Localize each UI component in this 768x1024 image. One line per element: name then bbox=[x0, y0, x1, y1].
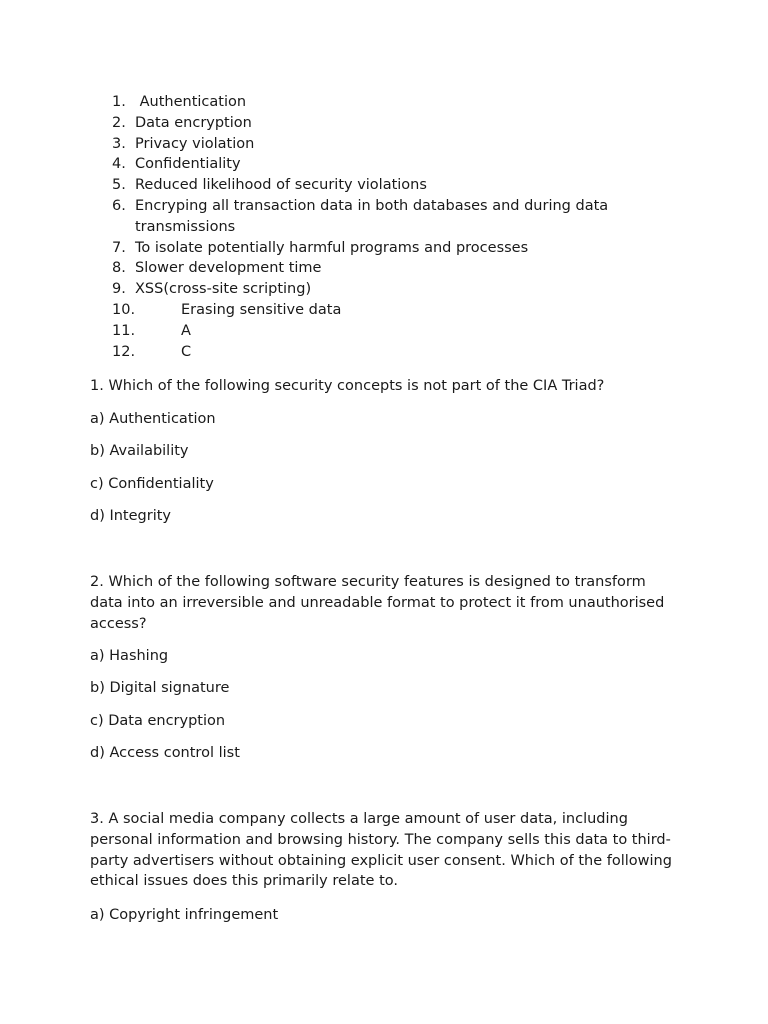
list-item-text: Erasing sensitive data bbox=[181, 301, 342, 318]
list-item-number: 6. bbox=[112, 197, 126, 214]
list-item-number: 9. bbox=[112, 281, 126, 298]
list-item-number: 5. bbox=[112, 177, 126, 194]
list-item bbox=[112, 175, 672, 196]
list-item-text: Authentication bbox=[135, 94, 247, 110]
answer-key-list bbox=[112, 92, 672, 362]
answer-option: a) Authentication bbox=[90, 411, 216, 427]
list-item bbox=[112, 134, 672, 155]
list-item-text: Confidentiality bbox=[135, 156, 241, 173]
list-item-text: Reduced likelihood of security violations bbox=[135, 177, 427, 194]
list-item-number: 7. bbox=[112, 239, 126, 256]
list-item-text: Encryping all transaction data in both databases and during data transmissions bbox=[135, 197, 609, 235]
question-1 bbox=[90, 376, 680, 524]
list-item bbox=[112, 279, 672, 300]
list-item bbox=[112, 342, 672, 363]
list-item bbox=[112, 196, 672, 238]
answer-option: d) Integrity bbox=[90, 508, 172, 524]
list-item-number: 2. bbox=[112, 114, 126, 131]
question-text: 3. A social media company collects a large amount of user data, including personal information and browsing history. The company sells this data to third-party advertisers without obtaining explicit user consent. Which of the following ethical issues does this primarily relate to. bbox=[90, 811, 672, 890]
list-item-number: 12. bbox=[112, 343, 136, 360]
list-item bbox=[112, 92, 672, 113]
list-item bbox=[112, 154, 672, 175]
list-item-text: To isolate potentially harmful programs and processes bbox=[135, 239, 529, 256]
list-item-text: Data encryption bbox=[135, 114, 252, 131]
question-2 bbox=[90, 572, 680, 761]
answer-option: d) Access control list bbox=[90, 745, 240, 761]
answer-option: c) Data encryption bbox=[90, 713, 226, 729]
answer-option: b) Availability bbox=[90, 443, 189, 459]
list-item-text: XSS(cross-site scripting) bbox=[135, 281, 312, 298]
list-item bbox=[112, 238, 672, 259]
list-item-number: 4. bbox=[112, 156, 126, 173]
question-3 bbox=[90, 809, 680, 923]
question-text: 2. Which of the following software security features is designed to transform data into an irreversible and unreadable format to protect it from unauthorised access? bbox=[90, 574, 665, 632]
answer-option: a) Hashing bbox=[90, 648, 169, 664]
answer-option: b) Digital signature bbox=[90, 680, 230, 696]
list-item-number: 3. bbox=[112, 135, 126, 152]
answer-option: a) Copyright infringement bbox=[90, 907, 279, 923]
list-item-text: Slower development time bbox=[135, 260, 322, 277]
list-item-number: 11. bbox=[112, 322, 136, 339]
list-item bbox=[112, 113, 672, 134]
list-item-number: 1. bbox=[112, 94, 126, 110]
list-item-text: C bbox=[181, 343, 192, 360]
answer-option: c) Confidentiality bbox=[90, 476, 214, 492]
list-item bbox=[112, 258, 672, 279]
list-item-text: A bbox=[181, 322, 191, 339]
list-item-text: Privacy violation bbox=[135, 135, 255, 152]
list-item-number: 10. bbox=[112, 301, 136, 318]
list-item bbox=[112, 300, 672, 321]
question-text: 1. Which of the following security concepts is not part of the CIA Triad? bbox=[90, 378, 605, 394]
list-item bbox=[112, 321, 672, 342]
list-item-number: 8. bbox=[112, 260, 126, 277]
